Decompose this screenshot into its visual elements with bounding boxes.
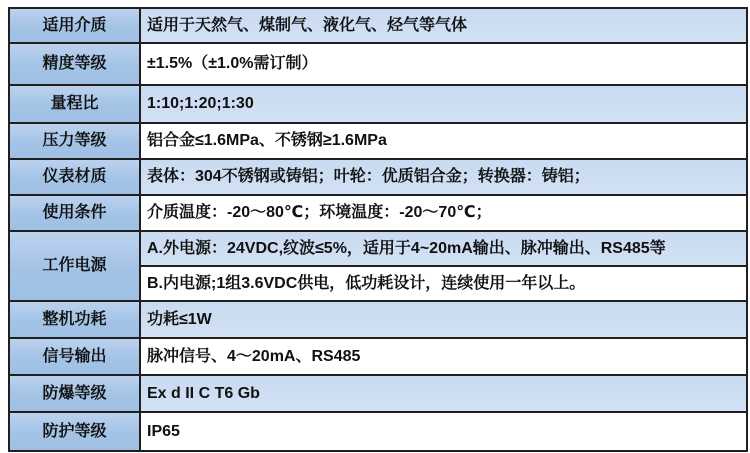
table-row: [9, 195, 747, 231]
row-operating-conditions-value: 介质温度：-20～80℃；环境温度：-20～70℃；: [140, 195, 747, 231]
row-explosion-proof-grade-label: 防爆等级: [9, 375, 140, 412]
row-applicable-medium-value: 适用于天然气、煤制气、液化气、烃气等气体: [140, 8, 747, 43]
row-pressure-rating-label: 压力等级: [9, 123, 140, 159]
table-row: [9, 43, 747, 85]
table-row: [9, 375, 747, 412]
row-signal-output-label: 信号输出: [9, 338, 140, 375]
row-accuracy-grade-value: ±1.5%（±1.0%需订制）: [140, 43, 747, 85]
table-row: [9, 412, 747, 451]
row-power-consumption-value: 功耗≤1W: [140, 301, 747, 338]
row-applicable-medium-label: 适用介质: [9, 8, 140, 43]
row-operating-conditions-label: 使用条件: [9, 195, 140, 231]
row-turndown-ratio-value: 1:10;1:20;1:30: [140, 85, 747, 123]
table-row: [9, 231, 747, 266]
row-accuracy-grade-label: 精度等级: [9, 43, 140, 85]
row-turndown-ratio-label: 量程比: [9, 85, 140, 123]
table-row: [9, 8, 747, 43]
table-row: [9, 338, 747, 375]
row-pressure-rating-value: 铝合金≤1.6MPa、不锈钢≥1.6MPa: [140, 123, 747, 159]
row-power-supply-internal-value: B.内电源;1组3.6VDC供电，低功耗设计，连续使用一年以上。: [140, 266, 747, 301]
row-power-supply-external-value: A.外电源：24VDC,纹波≤5%，适用于4~20mA输出、脉冲输出、RS485等: [140, 231, 747, 266]
table-row: [9, 123, 747, 159]
table-row: [9, 85, 747, 123]
row-meter-material-value: 表体：304不锈钢或铸铝；叶轮：优质铝合金；转换器：铸铝；: [140, 159, 747, 195]
row-protection-grade-label: 防护等级: [9, 412, 140, 451]
row-power-supply-label: 工作电源: [9, 231, 140, 301]
row-signal-output-value: 脉冲信号、4～20mA、RS485: [140, 338, 747, 375]
row-meter-material-label: 仪表材质: [9, 159, 140, 195]
table-row: [9, 159, 747, 195]
row-power-consumption-label: 整机功耗: [9, 301, 140, 338]
table-row: [9, 301, 747, 338]
spec-table: [8, 7, 748, 452]
row-explosion-proof-grade-value: Ex d II C T6 Gb: [140, 375, 747, 412]
row-protection-grade-value: IP65: [140, 412, 747, 451]
